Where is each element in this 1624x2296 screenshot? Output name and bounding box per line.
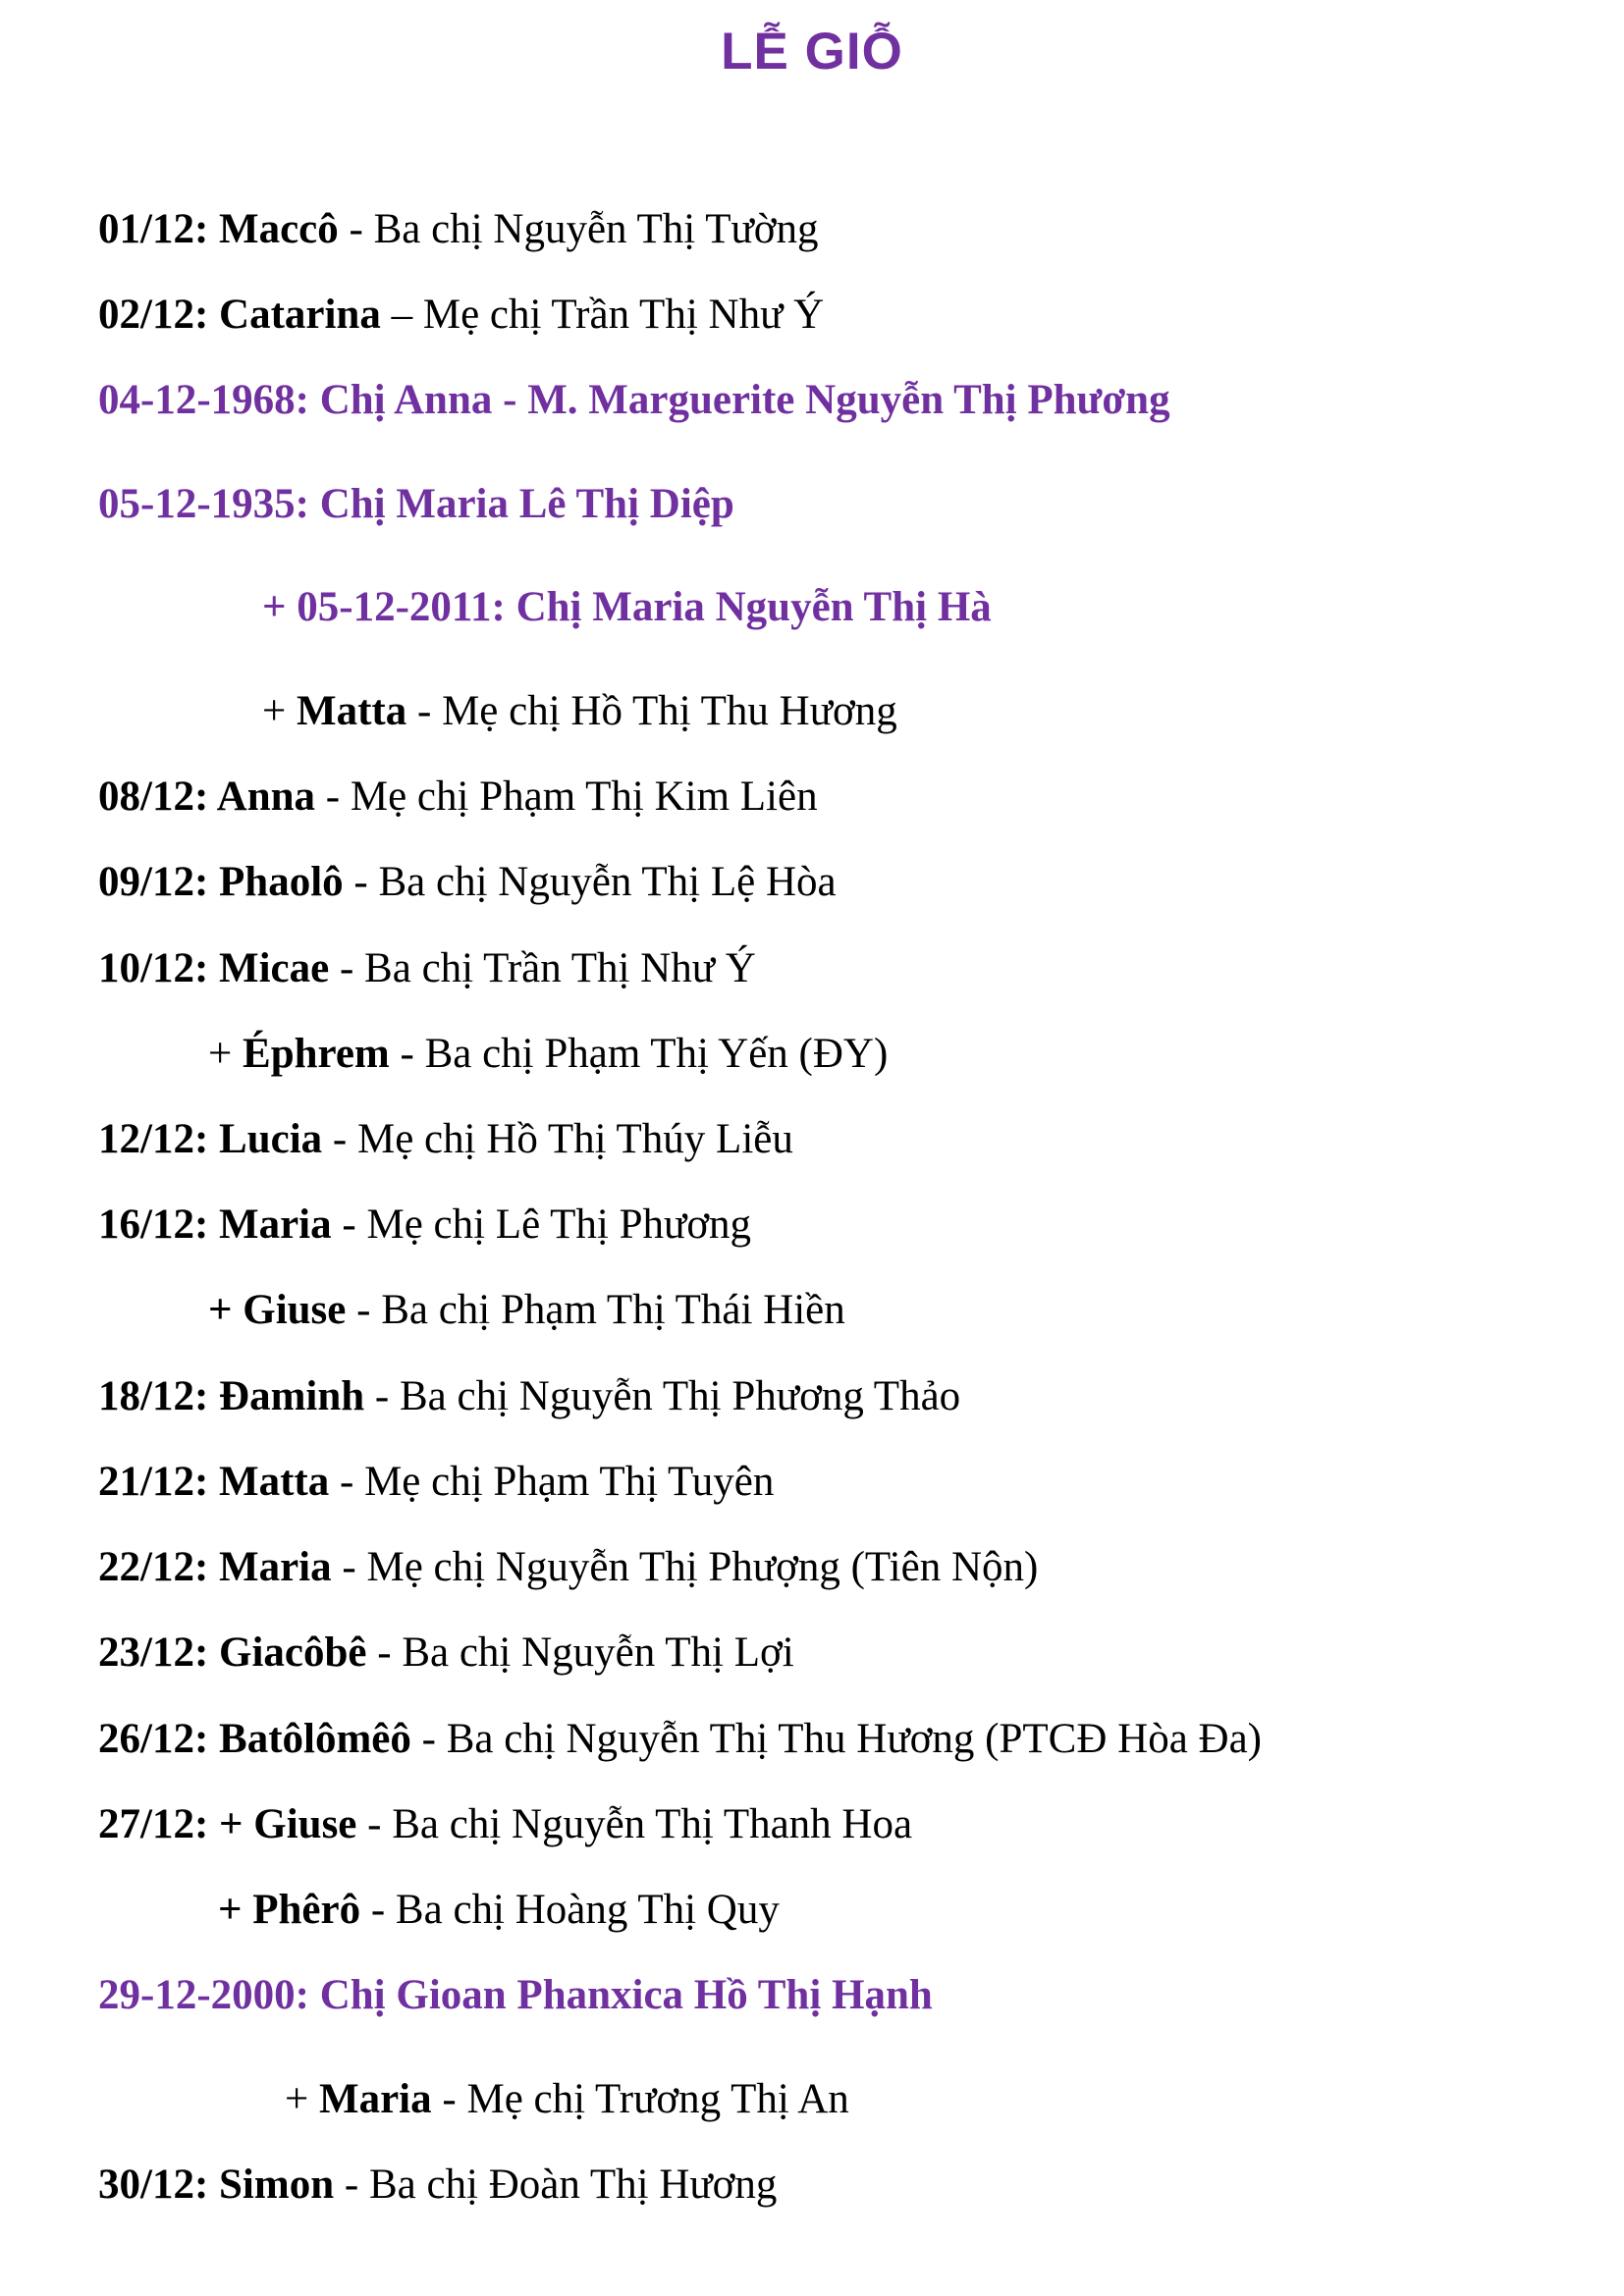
entry-line	[98, 1375, 960, 1417]
entry-line	[208, 1033, 888, 1075]
entry-detail: - Mẹ chị Trương Thị An	[431, 2076, 849, 2122]
entry-detail: - Ba chị Nguyễn Thị Lợi	[366, 1629, 794, 1676]
entry-name: + 05-12-2011: Chị Maria Nguyễn Thị Hà	[262, 584, 992, 630]
entry-line	[218, 1889, 780, 1931]
entry-prefix: +	[262, 688, 298, 734]
entry-detail: - Ba chị Hoàng Thị Quy	[360, 1887, 780, 1933]
entry-name: 02/12: Catarina	[98, 292, 381, 338]
entry-prefix: +	[208, 1031, 244, 1077]
entry-line	[98, 775, 818, 818]
entry-detail: - Ba chị Đoàn Thị Hương	[334, 2162, 778, 2208]
entry-name: 10/12: Micae	[98, 945, 330, 991]
entry-line	[98, 1118, 793, 1160]
entry-detail: - Ba chị Phạm Thị Thái Hiền	[346, 1287, 845, 1333]
entry-name: 12/12: Lucia	[98, 1116, 323, 1162]
entry-name: + Giuse	[208, 1287, 347, 1333]
entry-detail: - Mẹ chị Phạm Thị Kim Liên	[315, 774, 818, 820]
entry-name: 18/12: Đaminh	[98, 1373, 365, 1419]
entry-line	[98, 1718, 1262, 1760]
entry-name: Matta	[297, 688, 407, 734]
entry-detail: - Ba chị Nguyễn Thị Lệ Hòa	[343, 859, 837, 905]
entry-detail: - Mẹ chị Phạm Thị Tuyên	[329, 1459, 775, 1505]
entry-name: Maria	[319, 2076, 432, 2122]
entry-detail: - Ba chị Phạm Thị Yến (ĐY)	[389, 1031, 889, 1077]
entry-detail: - Ba chị Nguyễn Thị Thanh Hoa	[356, 1801, 913, 1847]
entry-name: 21/12: Matta	[98, 1459, 330, 1505]
entry-detail: – Mẹ chị Trần Thị Như Ý	[380, 292, 825, 338]
entry-line-highlight	[98, 379, 1170, 421]
entry-line-highlight	[98, 483, 734, 525]
entry-line-highlight	[98, 1974, 933, 2016]
entry-line	[98, 294, 824, 336]
entry-detail: - Ba chị Nguyễn Thị Phương Thảo	[364, 1373, 961, 1419]
entry-line	[98, 1803, 912, 1845]
entry-name: 08/12: Anna	[98, 774, 316, 820]
entry-detail: - Mẹ chị Hồ Thị Thu Hương	[406, 688, 897, 734]
entry-name: 04-12-1968: Chị Anna - M. Marguerite Nguyễn Thị Phương	[98, 377, 1170, 423]
entry-name: 09/12: Phaolô	[98, 859, 344, 905]
entry-name: 30/12: Simon	[98, 2162, 335, 2208]
entry-line	[98, 1546, 1038, 1588]
entry-name: 23/12: Giacôbê	[98, 1629, 367, 1676]
entry-name: 01/12: Maccô	[98, 206, 339, 252]
page-title: LỄ GIỖ	[721, 23, 903, 80]
entry-line	[98, 947, 756, 989]
entry-line	[98, 1631, 794, 1674]
entry-line	[285, 2078, 849, 2120]
entry-name: + Phêrô	[218, 1887, 361, 1933]
entry-name: 22/12: Maria	[98, 1544, 332, 1590]
entry-line	[98, 1203, 751, 1246]
entry-line	[208, 1289, 845, 1331]
entry-line	[98, 1461, 774, 1503]
entry-line	[262, 690, 897, 732]
entry-line	[98, 2163, 777, 2206]
entry-name: Éphrem	[243, 1031, 390, 1077]
entry-detail: - Ba chị Nguyễn Thị Tường	[338, 206, 819, 252]
entry-detail: - Ba chị Nguyễn Thị Thu Hương (PTCĐ Hòa Đa)	[410, 1716, 1262, 1762]
entry-line	[98, 861, 837, 903]
entry-name: 16/12: Maria	[98, 1201, 332, 1248]
entry-line	[98, 208, 819, 250]
entry-detail: - Ba chị Trần Thị Như Ý	[329, 945, 756, 991]
entry-name: 27/12: + Giuse	[98, 1801, 357, 1847]
entry-name: 29-12-2000: Chị Gioan Phanxica Hồ Thị Hạnh	[98, 1972, 933, 2018]
entry-name: 26/12: Batôlômêô	[98, 1716, 411, 1762]
entry-name: 05-12-1935: Chị Maria Lê Thị Diệp	[98, 481, 734, 527]
entry-detail: - Mẹ chị Lê Thị Phương	[331, 1201, 752, 1248]
entry-detail: - Mẹ chị Hồ Thị Thúy Liễu	[322, 1116, 793, 1162]
entry-detail: - Mẹ chị Nguyễn Thị Phượng (Tiên Nộn)	[331, 1544, 1039, 1590]
entry-line-highlight	[262, 586, 992, 628]
entry-prefix: +	[285, 2076, 320, 2122]
